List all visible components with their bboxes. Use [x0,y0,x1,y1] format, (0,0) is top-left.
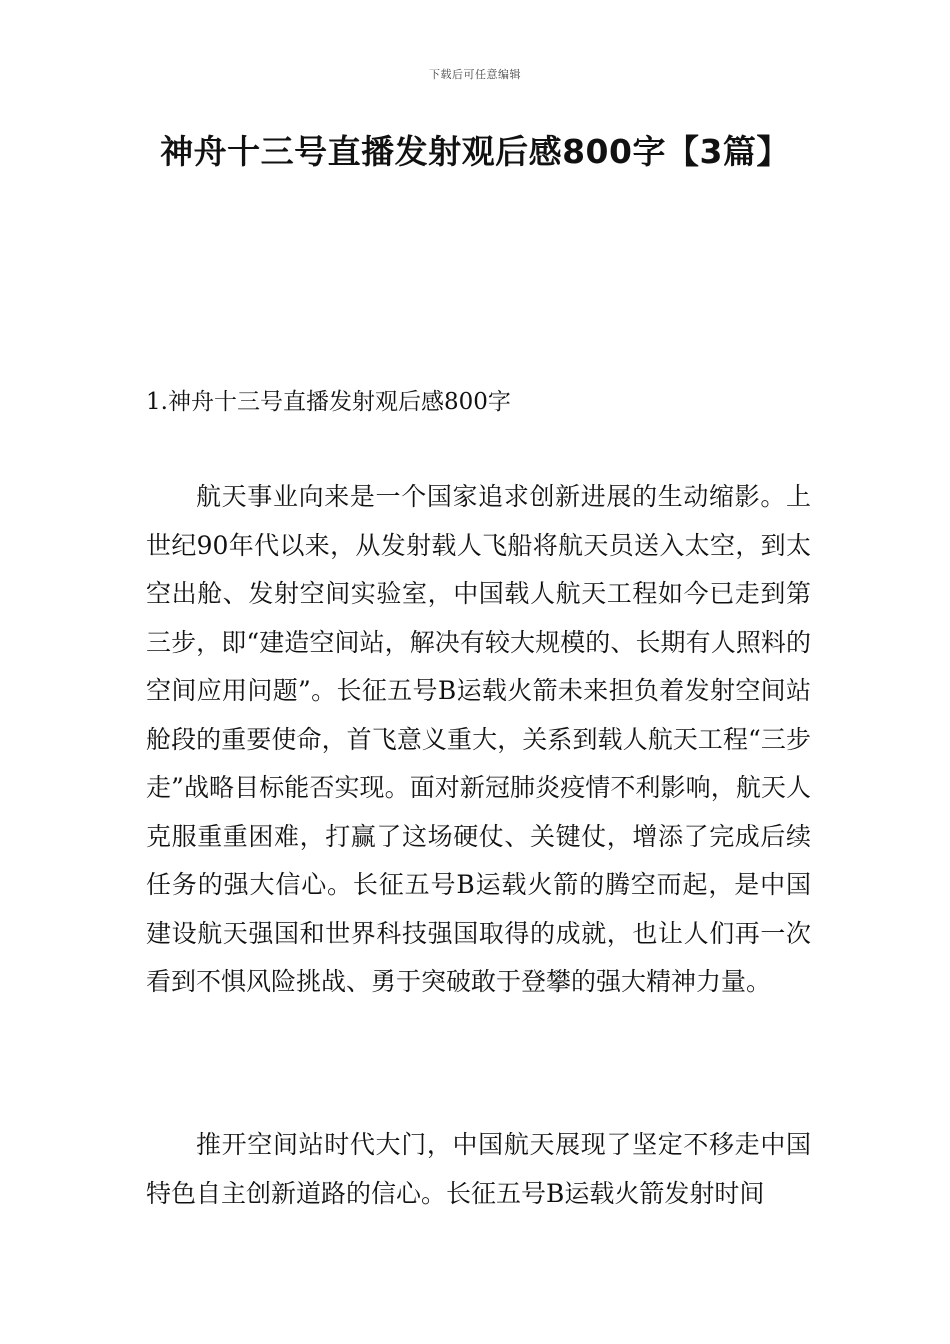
body-paragraph: 航天事业向来是一个国家追求创新进展的生动缩影。上世纪90年代以来，从发射载人飞船将航天员送入太空，到太空出舱、发射空间实验室，中国载人航天工程如今已走到第三步，即“建造空间站，解决有较大规模的、长期有人照料的空间应用问题”。长征五号B运载火箭未来担负着发射空间站舱段的重要使命，首飞意义重大，关系到载人航天工程“三步走”战略目标能否实现。面对新冠肺炎疫情不利影响，航天人克服重重困难，打赢了这场硬仗、关键仗，增添了完成后续任务的强大信心。长征五号B运载火箭的腾空而起，是中国建设航天强国和世界科技强国取得的成就，也让人们再一次看到不惧风险挑战、勇于突破敢于登攀的强大精神力量。 [146,482,811,996]
body-paragraph: 推开空间站时代大门，中国航天展现了坚定不移走中国特色自主创新道路的信心。长征五号B运载火箭发射时间 [146,1130,811,1208]
header-note: 下载后可任意编辑 [429,68,521,81]
section-heading: 1.神舟十三号直播发射观后感800字 [146,389,511,415]
document-title: 神舟十三号直播发射观后感800字【3篇】 [160,132,790,171]
